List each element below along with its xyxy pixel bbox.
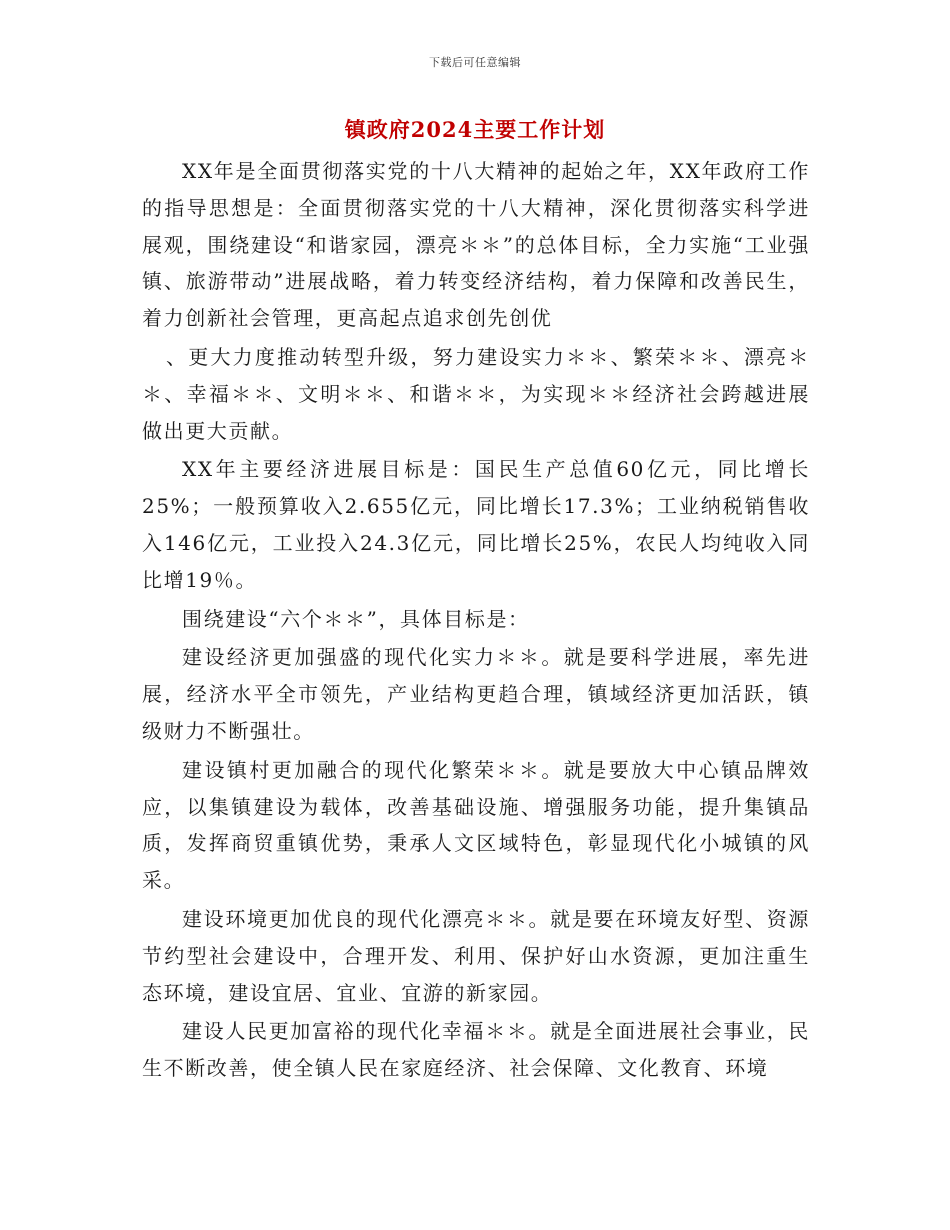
document-body [142,153,810,1089]
header-note: 下载后可任意编辑 [429,56,521,69]
paragraph-goal-economy: 建设经济更加强盛的现代化实力＊＊。就是要科学进展，率先进展，经济水平全市领先，产业结构更趋合理，镇域经济更加活跃，镇级财力不断强壮。 [142,645,810,743]
paragraph-goal-environment: 建设环境更加优良的现代化漂亮＊＊。就是要在环境友好型、资源节约型社会建设中，合理开发、利用、保护好山水资源，更加注重生态环境，建设宜居、宜业、宜游的新家园。 [142,906,810,1005]
document-title: 镇政府2024主要工作计划 [344,117,606,142]
paragraph-six-goals-intro: 围绕建设“六个＊＊”，具体目标是： [182,606,530,631]
paragraph-goal-town: 建设镇村更加融合的现代化繁荣＊＊。就是要放大中心镇品牌效应，以集镇建设为载体，改善基础设施、增强服务功能，提升集镇品质，发挥商贸重镇优势，秉承人文区域特色，彰显现代化小城镇的风采。 [142,757,810,893]
paragraph-guiding-thought: XX年是全面贯彻落实党的十八大精神的起始之年，XX年政府工作的指导思想是：全面贯彻落实党的十八大精神，深化贯彻落实科学进展观，围绕建设“和谐家园，漂亮＊＊”的总体目标，全力实施“工业强镇、旅游带动”进展战略，着力转变经济结构，着力保障和改善民生，着力创新社会管理，更高起点追求创先创优 [142,159,810,331]
paragraph-economic-targets: XX年主要经济进展目标是：国民生产总值60亿元，同比增长25%；一般预算收入2.655亿元，同比增长17.3%；工业纳税销售收入146亿元，工业投入24.3亿元，同比增长25%，农民人均纯收入同比增19％。 [142,457,810,592]
paragraph-goal-people: 建设人民更加富裕的现代化幸福＊＊。就是全面进展社会事业，民生不断改善，使全镇人民在家庭经济、社会保障、文化教育、环境 [142,1019,810,1081]
paragraph-guiding-thought-continued: 、更大力度推动转型升级，努力建设实力＊＊、繁荣＊＊、漂亮＊＊、幸福＊＊、文明＊＊、和谐＊＊，为实现＊＊经济社会跨越进展做出更大贡献。 [142,344,810,443]
